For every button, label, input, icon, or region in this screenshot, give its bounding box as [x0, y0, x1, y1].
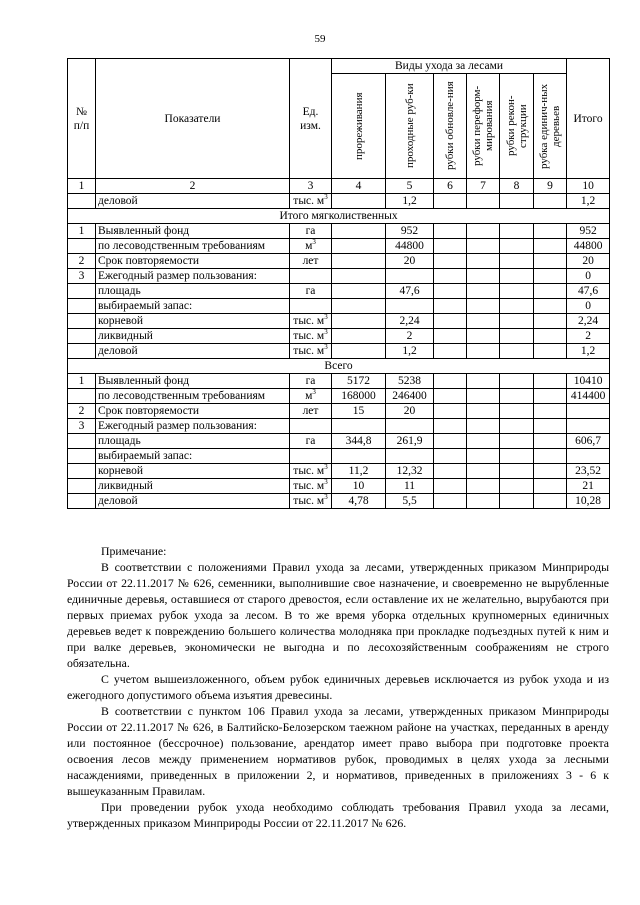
value-cell — [386, 449, 434, 464]
unit-text: лет — [302, 255, 319, 267]
value-cell — [534, 449, 567, 464]
unit-superscript: 3 — [312, 238, 316, 247]
row-label: выбираемый запас: — [96, 449, 290, 464]
forest-care-table — [67, 58, 610, 509]
value-cell — [434, 464, 467, 479]
row-number — [68, 449, 96, 464]
row-number — [68, 389, 96, 404]
value-cell — [500, 254, 534, 269]
row-unit — [290, 449, 332, 464]
value-cell — [500, 224, 534, 239]
row-unit — [290, 239, 332, 254]
column-number: 4 — [332, 179, 386, 194]
total-cell: 47,6 — [567, 284, 610, 299]
value-cell — [467, 479, 500, 494]
table-row — [68, 239, 610, 254]
column-number: 5 — [386, 179, 434, 194]
notes-paragraph: В соответствии с положениями Правил ухода за лесами, утвержденных приказом Минприроды России от 22.11.2017 № 626, семенники, выполнившие свое назначение, и своевременно не вырубленные единичные деревья, оставшиеся от старого древостоя, если оставление их не желательно, вырубаются при первых приемах рубок ухода за лесом. В то же время уборка отдельных крупномерных единичных деревьев ведет к повреждению большего количества молодняка при прокладке подъездных путей к ним и при валке деревьев, экономически не выгодна и по лесохозяйственным соображениям не строго обязательна. — [67, 560, 609, 670]
section-row — [68, 359, 610, 374]
table-row — [68, 254, 610, 269]
table-row — [68, 419, 610, 434]
value-cell: 15 — [332, 404, 386, 419]
value-cell — [500, 419, 534, 434]
section-title: Всего — [68, 359, 610, 374]
header-unit: Ед. изм. — [290, 59, 332, 179]
value-cell — [434, 449, 467, 464]
value-cell: 261,9 — [386, 434, 434, 449]
unit-text: га — [305, 375, 316, 387]
row-label: Срок повторяемости — [96, 254, 290, 269]
value-cell — [332, 194, 386, 209]
row-label: Выявленный фонд — [96, 224, 290, 239]
row-unit — [290, 479, 332, 494]
unit-text: га — [305, 225, 316, 237]
value-cell — [534, 299, 567, 314]
total-cell: 2,24 — [567, 314, 610, 329]
table-row — [68, 434, 610, 449]
value-cell: 20 — [386, 254, 434, 269]
row-unit — [290, 194, 332, 209]
value-cell — [534, 389, 567, 404]
total-cell: 20 — [567, 254, 610, 269]
row-label: корневой — [96, 464, 290, 479]
value-cell: 1,2 — [386, 194, 434, 209]
table-row — [68, 269, 610, 284]
value-cell — [467, 494, 500, 509]
unit-text: тыс. м — [293, 480, 325, 492]
total-cell: 44800 — [567, 239, 610, 254]
value-cell — [500, 374, 534, 389]
total-cell — [567, 449, 610, 464]
row-label: Срок повторяемости — [96, 404, 290, 419]
row-number: 2 — [68, 254, 96, 269]
unit-text: га — [305, 285, 316, 297]
value-cell — [434, 299, 467, 314]
row-unit — [290, 419, 332, 434]
header-col-thinning — [332, 74, 386, 179]
value-cell — [500, 404, 534, 419]
table-row — [68, 329, 610, 344]
row-number — [68, 314, 96, 329]
table-row — [68, 374, 610, 389]
value-cell — [467, 434, 500, 449]
value-cell: 344,8 — [332, 434, 386, 449]
unit-superscript: 3 — [324, 343, 328, 352]
header-col-reformation — [467, 74, 500, 179]
value-cell — [434, 269, 467, 284]
value-cell — [534, 479, 567, 494]
value-cell — [434, 284, 467, 299]
value-cell — [467, 449, 500, 464]
value-cell — [500, 314, 534, 329]
value-cell — [434, 239, 467, 254]
value-cell — [500, 269, 534, 284]
value-cell — [500, 239, 534, 254]
value-cell: 11 — [386, 479, 434, 494]
row-label: по лесоводственным требованиям — [96, 239, 290, 254]
value-cell — [534, 224, 567, 239]
value-cell: 2,24 — [386, 314, 434, 329]
row-unit — [290, 269, 332, 284]
value-cell — [332, 224, 386, 239]
row-unit — [290, 224, 332, 239]
value-cell — [500, 464, 534, 479]
value-cell: 5,5 — [386, 494, 434, 509]
value-cell — [534, 404, 567, 419]
row-label: Ежегодный размер пользования: — [96, 269, 290, 284]
value-cell — [500, 434, 534, 449]
value-cell — [332, 284, 386, 299]
row-label: площадь — [96, 434, 290, 449]
row-number: 2 — [68, 404, 96, 419]
column-number: 3 — [290, 179, 332, 194]
value-cell: 1,2 — [386, 344, 434, 359]
row-number — [68, 479, 96, 494]
row-number: 3 — [68, 269, 96, 284]
row-unit — [290, 314, 332, 329]
value-cell — [386, 419, 434, 434]
unit-text: м — [305, 390, 313, 402]
total-cell: 1,2 — [567, 344, 610, 359]
value-cell: 4,78 — [332, 494, 386, 509]
header-col-label: рубки обновле-ния — [444, 81, 456, 171]
header-col-label: проходные руб-ки — [403, 83, 416, 169]
notes-paragraph: В соответствии с пунктом 106 Правил ухода за лесами, утвержденных приказом Минприроды России от 22.11.2017 № 626, в Балтийско-Белозерском таежном районе на участках, переданных в аренду или постоянное (бессрочное) пользование, арендатор имеет право выбора при подготовке проекта освоения лесов между применением нормативов рубок, проводимых в целях ухода за лесными насаждениями, приведенных в приложении 2, и нормативов, приведенных в приложениях 3 - 6 к вышеуказанным Правилам. — [67, 704, 609, 798]
column-number: 9 — [534, 179, 567, 194]
unit-text: тыс. м — [293, 315, 325, 327]
total-cell — [567, 404, 610, 419]
total-cell: 21 — [567, 479, 610, 494]
value-cell — [534, 434, 567, 449]
value-cell — [534, 269, 567, 284]
table-row — [68, 194, 610, 209]
column-numbers-row — [68, 179, 610, 194]
value-cell — [500, 479, 534, 494]
column-number: 10 — [567, 179, 610, 194]
value-cell: 10 — [332, 479, 386, 494]
value-cell — [500, 449, 534, 464]
value-cell — [467, 224, 500, 239]
header-col-passage-cutting — [386, 74, 434, 179]
row-unit — [290, 404, 332, 419]
row-unit — [290, 374, 332, 389]
row-unit — [290, 434, 332, 449]
notes-title: Примечание: — [101, 544, 167, 558]
table-row — [68, 494, 610, 509]
value-cell — [332, 314, 386, 329]
total-cell: 0 — [567, 299, 610, 314]
value-cell — [434, 329, 467, 344]
value-cell — [332, 419, 386, 434]
unit-text: тыс. м — [293, 465, 325, 477]
row-label: деловой — [96, 194, 290, 209]
unit-text: га — [305, 435, 316, 447]
value-cell: 47,6 — [386, 284, 434, 299]
value-cell: 20 — [386, 404, 434, 419]
row-number — [68, 494, 96, 509]
value-cell — [467, 329, 500, 344]
value-cell — [500, 299, 534, 314]
row-number — [68, 434, 96, 449]
unit-superscript: 3 — [324, 493, 328, 502]
header-care-types: Виды ухода за лесами — [332, 59, 567, 74]
total-cell — [567, 419, 610, 434]
row-number: 1 — [68, 374, 96, 389]
value-cell — [386, 269, 434, 284]
row-number — [68, 284, 96, 299]
unit-superscript: 3 — [324, 193, 328, 202]
table-row — [68, 449, 610, 464]
total-cell: 10410 — [567, 374, 610, 389]
header-col-label: рубки рекон-струкции — [504, 95, 529, 157]
value-cell — [332, 269, 386, 284]
row-number — [68, 194, 96, 209]
header-col-renewal — [434, 74, 467, 179]
value-cell — [500, 344, 534, 359]
notes-paragraph: С учетом вышеизложенного, объем рубок единичных деревьев исключается из рубок ухода и из ежегодного допустимого объема изъятия древесины. — [67, 672, 609, 702]
row-label: деловой — [96, 494, 290, 509]
header-col-label: прореживания — [352, 92, 365, 160]
table-row — [68, 314, 610, 329]
value-cell — [500, 284, 534, 299]
value-cell — [467, 464, 500, 479]
unit-superscript: 3 — [324, 463, 328, 472]
value-cell: 5238 — [386, 374, 434, 389]
unit-superscript: 3 — [324, 328, 328, 337]
table-row — [68, 464, 610, 479]
row-label: выбираемый запас: — [96, 299, 290, 314]
value-cell: 246400 — [386, 389, 434, 404]
table-row — [68, 284, 610, 299]
value-cell — [534, 239, 567, 254]
value-cell — [434, 404, 467, 419]
total-cell: 2 — [567, 329, 610, 344]
value-cell — [332, 449, 386, 464]
value-cell — [434, 224, 467, 239]
row-unit — [290, 344, 332, 359]
value-cell: 12,32 — [386, 464, 434, 479]
row-label: Ежегодный размер пользования: — [96, 419, 290, 434]
row-number — [68, 329, 96, 344]
value-cell — [500, 389, 534, 404]
notes-paragraph: При проведении рубок ухода необходимо соблюдать требования Правил ухода за лесами, утвержденных приказом Минприроды России от 22.11.2017 № 626. — [67, 800, 609, 830]
table-row — [68, 299, 610, 314]
row-number — [68, 239, 96, 254]
value-cell — [434, 194, 467, 209]
row-number: 1 — [68, 224, 96, 239]
value-cell — [534, 374, 567, 389]
row-label: Выявленный фонд — [96, 374, 290, 389]
row-label: по лесоводственным требованиям — [96, 389, 290, 404]
header-col-single-trees — [534, 74, 567, 179]
value-cell — [434, 314, 467, 329]
row-unit — [290, 494, 332, 509]
value-cell — [467, 374, 500, 389]
row-unit — [290, 464, 332, 479]
value-cell — [434, 344, 467, 359]
row-unit — [290, 299, 332, 314]
value-cell — [534, 194, 567, 209]
table-row — [68, 404, 610, 419]
value-cell — [467, 284, 500, 299]
value-cell — [534, 344, 567, 359]
table-row — [68, 479, 610, 494]
value-cell — [467, 404, 500, 419]
value-cell — [467, 254, 500, 269]
value-cell — [500, 494, 534, 509]
unit-text: тыс. м — [293, 330, 325, 342]
unit-text: тыс. м — [293, 195, 325, 207]
value-cell — [434, 479, 467, 494]
total-cell: 414400 — [567, 389, 610, 404]
value-cell — [467, 389, 500, 404]
value-cell — [534, 254, 567, 269]
value-cell — [500, 194, 534, 209]
notes-section — [67, 543, 609, 831]
value-cell — [467, 299, 500, 314]
value-cell: 11,2 — [332, 464, 386, 479]
unit-text: тыс. м — [293, 495, 325, 507]
value-cell — [534, 314, 567, 329]
total-cell: 23,52 — [567, 464, 610, 479]
value-cell — [434, 374, 467, 389]
value-cell — [434, 419, 467, 434]
value-cell — [332, 329, 386, 344]
column-number: 2 — [96, 179, 290, 194]
row-number — [68, 299, 96, 314]
header-indicators: Показатели — [96, 59, 290, 179]
section-title: Итого мягколиственных — [68, 209, 610, 224]
table-row — [68, 344, 610, 359]
row-label: корневой — [96, 314, 290, 329]
unit-text: лет — [302, 405, 319, 417]
column-number: 8 — [500, 179, 534, 194]
value-cell — [467, 194, 500, 209]
value-cell — [500, 329, 534, 344]
header-total: Итого — [567, 59, 610, 179]
value-cell: 168000 — [332, 389, 386, 404]
value-cell — [534, 419, 567, 434]
header-num: № п/п — [68, 59, 96, 179]
unit-text: м — [305, 240, 313, 252]
value-cell — [332, 254, 386, 269]
value-cell: 5172 — [332, 374, 386, 389]
table-row — [68, 224, 610, 239]
value-cell — [467, 269, 500, 284]
row-label: ликвидный — [96, 479, 290, 494]
column-number: 7 — [467, 179, 500, 194]
row-unit — [290, 389, 332, 404]
value-cell — [534, 284, 567, 299]
total-cell: 1,2 — [567, 194, 610, 209]
value-cell — [332, 239, 386, 254]
value-cell — [386, 299, 434, 314]
row-number: 3 — [68, 419, 96, 434]
value-cell — [467, 314, 500, 329]
value-cell: 2 — [386, 329, 434, 344]
value-cell — [467, 344, 500, 359]
total-cell: 10,28 — [567, 494, 610, 509]
row-label: ликвидный — [96, 329, 290, 344]
total-cell: 952 — [567, 224, 610, 239]
value-cell — [467, 239, 500, 254]
unit-text: тыс. м — [293, 345, 325, 357]
value-cell: 952 — [386, 224, 434, 239]
section-row — [68, 209, 610, 224]
page-number: 59 — [314, 33, 326, 45]
header-col-reconstruction — [500, 74, 534, 179]
column-number: 1 — [68, 179, 96, 194]
header-col-label: рубки переформ-мирования — [471, 85, 495, 167]
value-cell — [467, 419, 500, 434]
value-cell — [434, 254, 467, 269]
unit-superscript: 3 — [324, 478, 328, 487]
table-row — [68, 389, 610, 404]
row-label: площадь — [96, 284, 290, 299]
value-cell — [434, 494, 467, 509]
row-unit — [290, 329, 332, 344]
row-number — [68, 464, 96, 479]
value-cell: 44800 — [386, 239, 434, 254]
value-cell — [332, 299, 386, 314]
total-cell: 606,7 — [567, 434, 610, 449]
value-cell — [332, 344, 386, 359]
row-label: деловой — [96, 344, 290, 359]
unit-superscript: 3 — [312, 388, 316, 397]
value-cell — [534, 464, 567, 479]
unit-superscript: 3 — [324, 313, 328, 322]
column-number: 6 — [434, 179, 467, 194]
row-unit — [290, 254, 332, 269]
row-number — [68, 344, 96, 359]
value-cell — [534, 329, 567, 344]
value-cell — [534, 494, 567, 509]
total-cell: 0 — [567, 269, 610, 284]
row-unit — [290, 284, 332, 299]
header-col-label: рубка единич-ных деревьев — [538, 83, 563, 169]
value-cell — [434, 434, 467, 449]
value-cell — [434, 389, 467, 404]
